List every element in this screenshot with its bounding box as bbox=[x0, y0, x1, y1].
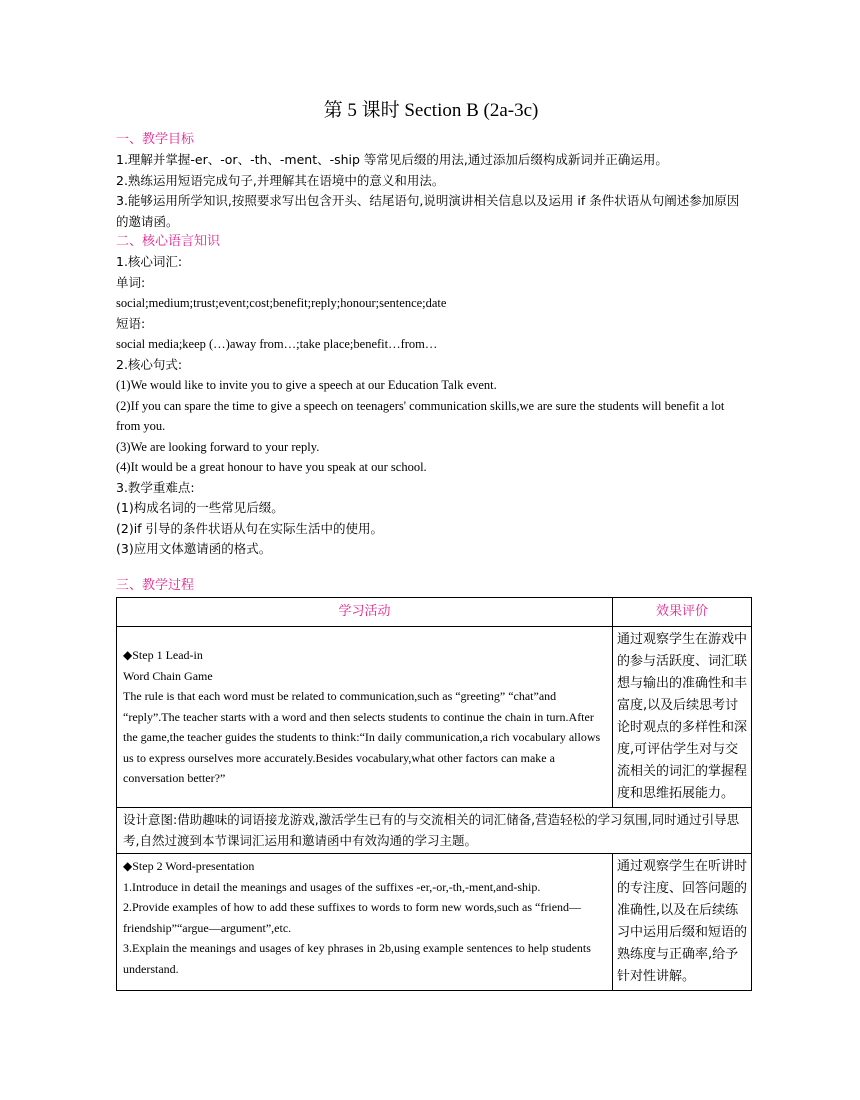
step2-line: 2.Provide examples of how to add these suffixes to words to form new words,such as “friend—friendship”“argue—argument”,etc. bbox=[123, 900, 582, 935]
col-eval-header: 效果评价 bbox=[613, 597, 752, 627]
key-points-label: 3.教学重难点: bbox=[116, 479, 195, 495]
table-row bbox=[117, 854, 752, 991]
table-row bbox=[117, 627, 752, 808]
key-point-item: (3)应用文体邀请函的格式。 bbox=[116, 541, 272, 556]
goal-item: 2.熟练运用短语完成句子,并理解其在语境中的意义和用法。 bbox=[116, 172, 445, 188]
step2-activity-cell bbox=[117, 854, 613, 991]
process-table bbox=[116, 597, 752, 992]
sentence-item: (1)We would like to invite you to give a speech at our Education Talk event. bbox=[116, 378, 497, 392]
section-core-knowledge-heading: 二、核心语言知识 bbox=[116, 234, 221, 249]
goal-item: 3.能够运用所学知识,按照要求写出包含开头、结尾语句,说明演讲相关信息以及运用 if 条件状语从句阐述参加原因的邀请函。 bbox=[116, 193, 740, 229]
sentence-item: (2)If you can spare the time to give a speech on teenagers' communication skills,we are sure the students will benefit a lot from you. bbox=[116, 398, 725, 433]
phrases-list: social media;keep (…)away from…;take place;benefit…from… bbox=[116, 337, 438, 351]
page-title: 第 5 课时 Section B (2a-3c) bbox=[323, 100, 539, 121]
step1-activity-cell bbox=[117, 627, 613, 808]
words-list: social;medium;trust;event;cost;benefit;reply;honour;sentence;date bbox=[116, 296, 447, 310]
table-header-row bbox=[117, 597, 752, 627]
vocab-label: 1.核心词汇: bbox=[116, 254, 183, 269]
sentence-item: (3)We are looking forward to your reply. bbox=[116, 439, 320, 454]
sentences-label: 2.核心句式: bbox=[116, 356, 183, 372]
step1-subtitle: Word Chain Game bbox=[123, 668, 213, 683]
design-intent-cell: 设计意图:借助趣味的词语接龙游戏,激活学生已有的与交流相关的词汇储备,营造轻松的学习氛围,同时通过引导思考,自然过渡到本节课词汇运用和邀请函中有效沟通的学习主题。 bbox=[117, 808, 752, 854]
table-row bbox=[117, 808, 752, 854]
section-teaching-goals-heading: 一、教学目标 bbox=[116, 132, 195, 147]
step2-title: ◆Step 2 Word-presentation bbox=[123, 859, 255, 873]
step2-line: 3.Explain the meanings and usages of key phrases in 2b,using example sentences to help students understand. bbox=[123, 941, 591, 976]
step2-line: 1.Introduce in detail the meanings and usages of the suffixes -er,-or,-th,-ment,and-ship. bbox=[123, 879, 541, 894]
step1-title: ◆Step 1 Lead-in bbox=[123, 648, 203, 663]
phrases-label: 短语: bbox=[116, 315, 146, 331]
sentence-item: (4)It would be a great honour to have you speak at our school. bbox=[116, 460, 427, 474]
key-point-item: (1)构成名词的一些常见后缀。 bbox=[116, 500, 284, 515]
col-activity-header: 学习活动 bbox=[117, 597, 613, 627]
step1-eval-cell: 通过观察学生在游戏中的参与活跃度、词汇联想与输出的准确性和丰富度,以及后续思考讨论时观点的多样性和深度,可评估学生对与交流相关的词汇的掌握程度和思维拓展能力。 bbox=[613, 627, 752, 808]
document-page bbox=[116, 96, 746, 991]
step2-eval-cell: 通过观察学生在听讲时的专注度、回答问题的准确性,以及在后续练习中运用后缀和短语的熟练度与正确率,给予针对性讲解。 bbox=[613, 854, 752, 991]
section-teaching-process-heading: 三、教学过程 bbox=[116, 577, 195, 593]
words-label: 单词: bbox=[116, 274, 146, 290]
step1-body: The rule is that each word must be related to communication,such as “greeting” “chat”and “reply”.The teacher starts with a word and then selects students to continue the chain in turn.After the game,the teacher guides the students to think:“In daily communication,a rich vocabulary allows us to express ourselves more accurately.Besides vocabulary,what other factors can make a conversation better?” bbox=[123, 689, 601, 786]
goal-item: 1.理解并掌握-er、-or、-th、-ment、-ship 等常见后缀的用法,通过添加后缀构成新词并正确运用。 bbox=[116, 152, 668, 167]
key-point-item: (2)if 引导的条件状语从句在实际生活中的使用。 bbox=[116, 520, 384, 536]
